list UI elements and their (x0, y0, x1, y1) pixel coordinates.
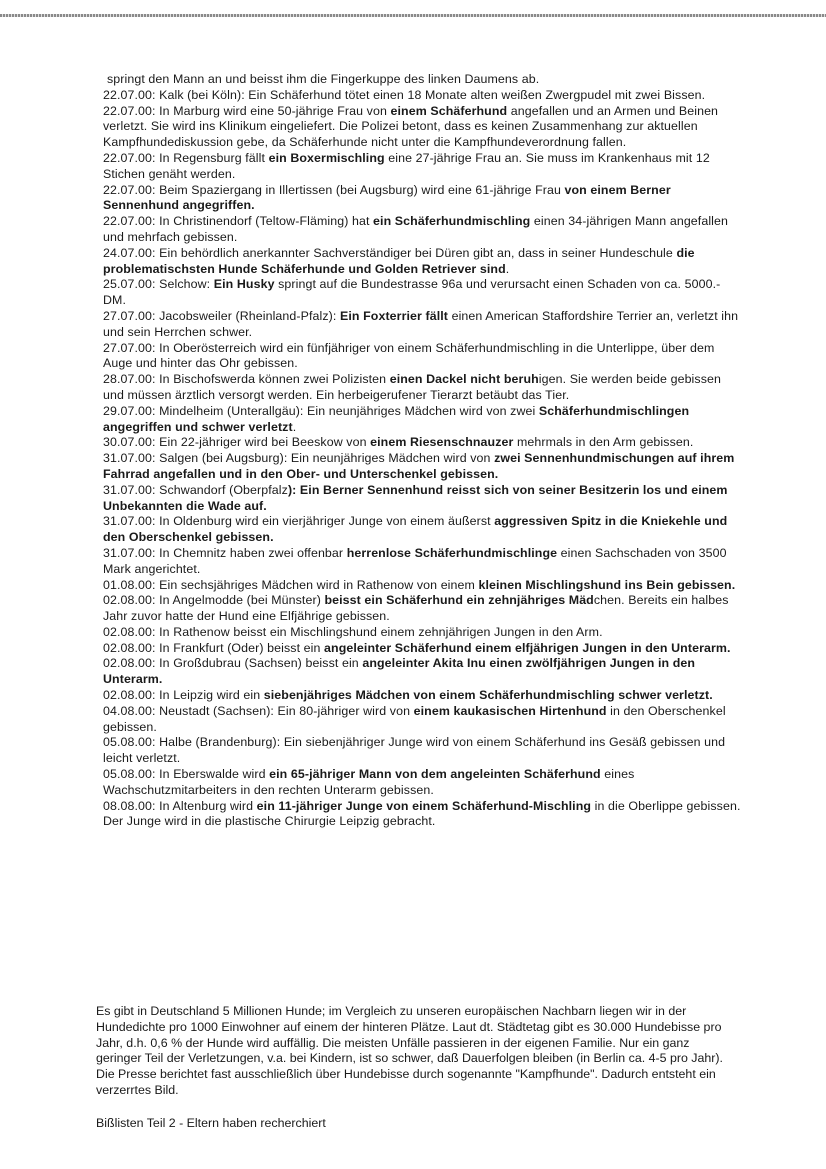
entry-text: springt den Mann an und beisst ihm die Fingerkuppe des linken Daumens ab. (107, 72, 540, 86)
entry-text: 31.07.00: In Oldenburg wird ein vierjähriger Junge von einem äußerst (103, 514, 495, 529)
entry-text: in den Oberschenkel gebissen. (103, 703, 726, 734)
incident-entry (103, 483, 743, 515)
page-footer: Bißlisten Teil 2 - Eltern haben recherchiert (96, 1116, 326, 1130)
entry-text: 05.08.00: In Eberswalde wird (103, 767, 270, 782)
entry-text: 31.07.00: Schwandorf (Oberpfalz (103, 482, 288, 497)
incident-entry (103, 514, 743, 546)
entry-text: 22.07.00: Kalk (bei Köln): Ein Schäferhund tötet einen 18 Monate alten weißen Zwergpudel mit zwei Bissen. (103, 87, 706, 102)
incident-entry (103, 277, 743, 309)
entry-text: 22.07.00: In Marburg wird eine 50-jährige Frau von (103, 103, 391, 118)
entry-text: 02.08.00: In Großdubrau (Sachsen) beisst ein (103, 656, 363, 671)
entry-text: 28.07.00: In Bischofswerda können zwei Polizisten (103, 372, 390, 387)
entry-text: einen 34-jährigen Mann angefallen und mehrfach gebissen. (103, 214, 729, 244)
entry-text: einen Sachschaden von 3500 Mark angerichtet. (103, 545, 727, 576)
entry-emphasis: einem Schäferhund (390, 103, 508, 118)
entry-emphasis: aggressiven Spitz in die Kniekehle und den Oberschenkel gebissen. (103, 514, 728, 545)
entry-text: 05.08.00: Halbe (Brandenburg): Ein siebenjähriger Junge wird von einem Schäferhund ins Gesäß gebissen und leicht verletzt. (103, 735, 726, 766)
entry-text: 22.07.00: Beim Spaziergang in Illertissen (bei Augsburg) wird eine 61-jährige Frau (103, 182, 565, 197)
entry-text: angefallen und an Armen und Beinen verletzt. Sie wird ins Klinikum eingeliefert. Die Polizei betont, dass es keinen Zusammenhang zur aktuellen Kampfhundediskussion gebe, da Schäferhunde nicht unter die Kampfhundeverordnung fallen. (103, 103, 719, 150)
incident-entry (103, 341, 743, 373)
entry-emphasis: Schäferhundmischlingen angegriffen und schwer verletzt (103, 403, 690, 434)
entry-text: 04.08.00: Neustadt (Sachsen): Ein 80-jähriger wird von (103, 703, 414, 718)
entry-text: 27.07.00: In Oberösterreich wird ein fünfjähriger von einem Schäferhundmischling in die Unterlippe, über dem Auge und hinter das Ohr gebissen. (103, 340, 715, 371)
entry-emphasis: einem kaukasischen Hirtenhund (413, 703, 607, 718)
incident-entry (103, 372, 743, 404)
incident-entry (103, 546, 743, 578)
incident-entry (103, 214, 743, 246)
entry-emphasis: kleinen Mischlingshund ins Bein gebissen. (478, 577, 736, 592)
entry-emphasis: siebenjähriges Mädchen von einem Schäferhundmischling schwer verletzt. (263, 688, 713, 703)
scan-top-border (0, 14, 826, 17)
incident-entry (103, 704, 743, 736)
incident-entry (103, 688, 743, 704)
entry-text: 02.08.00: In Frankfurt (Oder) beisst ein (103, 640, 325, 655)
entry-emphasis: herrenlose Schäferhundmischlinge (346, 545, 558, 560)
entry-text: 27.07.00: Jacobsweiler (Rheinland-Pfalz): (103, 308, 340, 323)
entry-emphasis: einem Riesenschnauzer (370, 435, 514, 450)
incident-entry (103, 578, 743, 594)
incident-entry (103, 641, 743, 657)
incident-entry (103, 104, 743, 151)
entry-text: 24.07.00: Ein behördlich anerkannter Sachverständiger bei Düren gibt an, dass in seiner Hundeschule (103, 245, 677, 260)
incident-entry (103, 625, 743, 641)
entry-emphasis: ): Ein Berner Sennenhund reisst sich von seiner Besitzerin los und einem Unbekannten die Wade auf. (103, 482, 728, 513)
entry-emphasis: von einem Berner Sennenhund angegriffen. (103, 182, 671, 213)
entry-text: einen American Staffordshire Terrier an, verletzt ihn und sein Herrchen schwer. (103, 308, 739, 339)
entry-emphasis: Ein Foxterrier fällt (340, 308, 449, 323)
entry-text: eines Wachschutzmitarbeiters in den rechten Unterarm gebissen. (103, 767, 635, 797)
entry-text: 31.07.00: Salgen (bei Augsburg): Ein neunjähriges Mädchen wird von (103, 451, 495, 466)
entry-text: chen. Bereits ein halbes Jahr zuvor hatte der Hund eine Elfjährige gebissen. (103, 593, 729, 624)
incident-entry (103, 309, 743, 341)
entry-emphasis: angeleinter Schäferhund einem elfjährigen Jungen in den Unterarm. (324, 640, 731, 655)
incident-list (103, 72, 743, 830)
incident-entry (103, 183, 743, 215)
entry-text: 22.07.00: In Regensburg fällt (103, 150, 269, 165)
incident-entry (103, 88, 743, 104)
summary-paragraph: Es gibt in Deutschland 5 Millionen Hunde; im Vergleich zu unseren europäischen Nachbarn liegen wir in der Hundedichte pro 1000 Einwohner auf einem der hinteren Plätze. Laut dt. Städtetag gibt es 30.000 Hundebisse pro Jahr, d.h. 0,6 % der Hunde wird auffällig. Die meisten Unfälle passieren in der eigenen Familie. Nur ein ganz geringer Teil der Verletzungen, v.a. bei Kindern, ist so schwer, daß Dauerfolgen bleiben (in Berlin ca. 4-5 pro Jahr). Die Presse berichtet fast ausschließlich über Hundebisse durch sogenannte "Kampfhunde". Dadurch entsteht ein verzerrtes Bild. (96, 1004, 723, 1097)
incident-entry (103, 767, 743, 799)
entry-text: 25.07.00: Selchow: (103, 277, 214, 292)
entry-emphasis: beisst ein Schäferhund ein zehnjähriges Mäd (324, 593, 594, 608)
entry-emphasis: ein Boxermischling (268, 150, 385, 165)
incident-entry (103, 246, 743, 278)
incident-entry (103, 799, 743, 831)
entry-text: in die Oberlippe gebissen. Der Junge wird in die plastische Chirurgie Leipzig gebracht. (103, 798, 741, 829)
entry-text: . (292, 419, 297, 434)
entry-text: 02.08.00: In Rathenow beisst ein Mischlingshund einem zehnjährigen Jungen in den Arm. (103, 624, 603, 639)
incident-entry (103, 435, 743, 451)
entry-text: 01.08.00: Ein sechsjähriges Mädchen wird in Rathenow von einem (103, 577, 479, 592)
entry-text: 30.07.00: Ein 22-jähriger wird bei Beeskow von (103, 435, 371, 450)
entry-text: 29.07.00: Mindelheim (Unterallgäu): Ein neunjähriges Mädchen wird von zwei (103, 403, 539, 418)
entry-text: 08.08.00: In Altenburg wird (103, 798, 257, 813)
entry-emphasis: ein 11-jähriger Junge von einem Schäferhund-Mischling (256, 798, 592, 813)
incident-entry (103, 593, 743, 625)
entry-emphasis: angeleinter Akita Inu einen zwölfjährigen Jungen in den Unterarm. (103, 656, 696, 687)
entry-text: mehrmals in den Arm gebissen. (513, 435, 694, 450)
entry-emphasis: ein Schäferhundmischling (373, 214, 531, 229)
entry-text: 02.08.00: In Angelmodde (bei Münster) (103, 593, 325, 608)
entry-emphasis: die problematischsten Hunde Schäferhunde und Golden Retriever sind (103, 245, 695, 276)
entry-emphasis: ein 65-jähriger Mann von dem angeleinten Schäferhund (269, 767, 601, 782)
incident-entry (103, 72, 743, 88)
incident-entry (103, 151, 743, 183)
entry-text: 02.08.00: In Leipzig wird ein (103, 688, 264, 703)
entry-text: igen. Sie werden beide gebissen und müssen ärztlich versorgt werden. Ein herbeigerufener Tierarzt betäubt das Tier. (103, 372, 721, 402)
entry-emphasis: einen Dackel nicht beruh (389, 372, 539, 387)
entry-text: 22.07.00: In Christinendorf (Teltow-Fläming) hat (103, 214, 374, 229)
incident-entry (103, 404, 743, 436)
entry-text: 31.07.00: In Chemnitz haben zwei offenbar (103, 545, 347, 560)
entry-emphasis: zwei Sennenhundmischungen auf ihrem Fahrrad angefallen und in den Ober- und Unterschenkel gebissen. (103, 451, 735, 481)
incident-entry (103, 656, 743, 688)
entry-text: springt auf die Bundestrasse 96a und verursacht einen Schaden von ca. 5000.-DM. (103, 277, 721, 308)
incident-entry (103, 735, 743, 767)
incident-entry (103, 451, 743, 483)
entry-text: eine 27-jährige Frau an. Sie muss im Krankenhaus mit 12 Stichen genäht werden. (103, 150, 710, 181)
entry-emphasis: Ein Husky (213, 277, 275, 292)
entry-text: . (505, 261, 510, 276)
